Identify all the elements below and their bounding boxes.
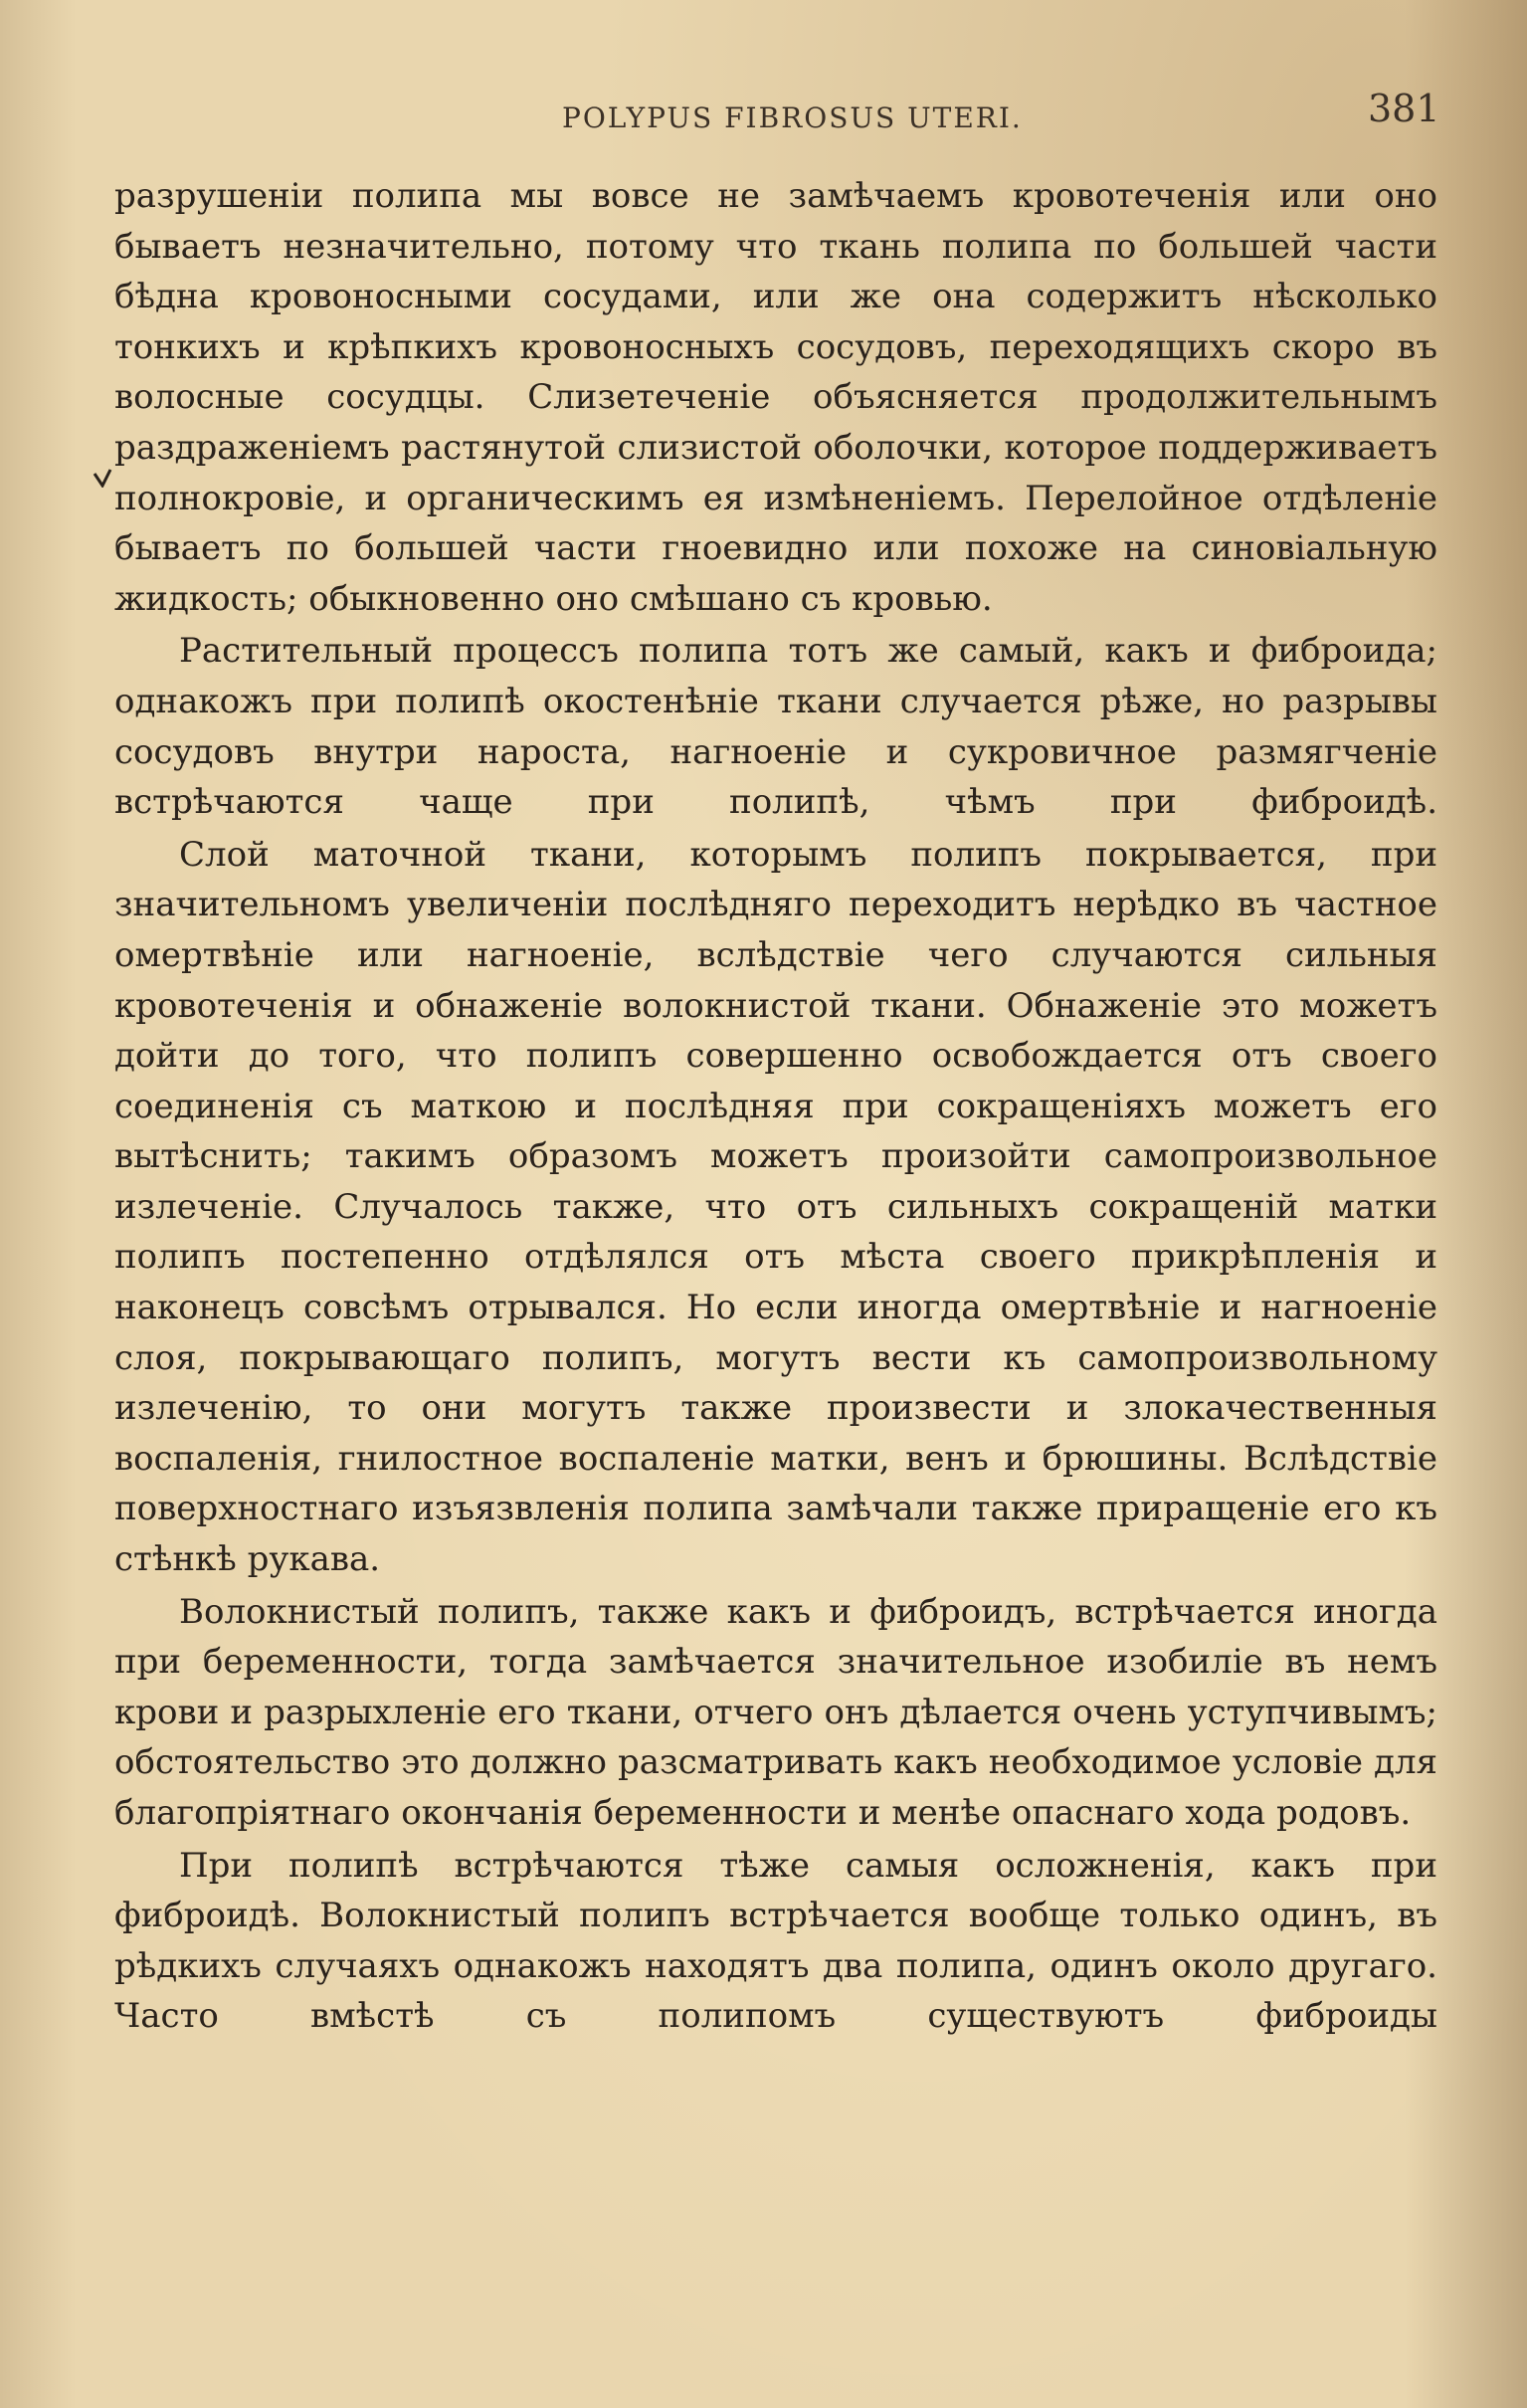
paragraph-3: Слой маточной ткани, которымъ полипъ покрывается, при значительномъ увеличеніи послѣдняго переходитъ нерѣдко въ частное омертвѣніе или нагноеніе, вслѣдствіе чего случаются сильныя кровотеченія и обнаженіе волокнистой ткани. Обнаженіе это можетъ дойти до того, что полипъ совершенно освобождается отъ своего соединенія съ маткою и послѣдняя при сокращеніяхъ можетъ его вытѣснить; такимъ образомъ можетъ произойти самопроизвольное излеченіе. Случалось также, что отъ сильныхъ сокращеній матки полипъ постепенно отдѣлялся отъ мѣста своего прикрѣпленія и наконецъ совсѣмъ отрывался. Но если иногда омертвѣніе и нагноеніе слоя, покрывающаго полипъ, могутъ вести къ самопроизвольному излеченію, то они могутъ также произвести и злокачественныя воспаленія, гнилостное воспаленіе матки, венъ и брюшины. Вслѣдствіе поверхностнаго изъязвленія полипа замѣчали также приращеніе его къ стѣнкѣ рукава. — [114, 834, 1437, 1580]
body-text — [114, 171, 1437, 2042]
paragraph-4: Волокнистый полипъ, также какъ и фиброидъ, встрѣчается иногда при беременности, тогда замѣчается значительное изобиліе въ немъ крови и разрыхленіе его ткани, отчего онъ дѣлается очень уступчивымъ; обстоятельство это должно разсматривать какъ необходимое условіе для благопріятнаго окончанія беременности и менѣе опаснаго хода родовъ. — [114, 1591, 1437, 1833]
page-header — [0, 82, 1527, 141]
paragraph-1: разрушеніи полипа мы вовсе не замѣчаемъ кровотеченія или оно бываетъ незначительно, потому что ткань полипа по большей части бѣдна кровоносными сосудами, или же она содержитъ нѣсколько тонкихъ и крѣпкихъ кровоносныхъ сосудовъ, переходящихъ скоро въ волосные сосудцы. Слизетеченіе объясняется продолжительнымъ раздраженіемъ растянутой слизистой оболочки, которое поддерживаетъ полнокровіе, и органическимъ ея измѣненіемъ. Перелойное отдѣленіе бываетъ по большей части гноевидно или похоже на синовіальную жидкость; обыкновенно оно смѣшано съ кровью. — [114, 176, 1437, 619]
paragraph-2: Растительный процессъ полипа тотъ же самый, какъ и фиброида; однакожъ при полипѣ окостенѣніе ткани случается рѣже, но разрывы сосудовъ внутри нароста, нагноеніе и сукровичное размягченіе встрѣчаются чаще при полипѣ, чѣмъ при фиброидѣ. — [114, 631, 1437, 823]
paragraph-5: При полипѣ встрѣчаются тѣже самыя осложненія, какъ при фиброидѣ. Волокнистый полипъ встрѣчается вообще только одинъ, въ рѣдкихъ случаяхъ однакожъ находятъ два полипа, одинъ около другаго. Часто вмѣстѣ съ полипомъ существуютъ фиброиды — [114, 1845, 1437, 2037]
running-title: POLYPUS FIBROSUS UTERI. — [562, 101, 1023, 134]
page-number: 381 — [1368, 87, 1440, 130]
margin-mark-icon — [93, 468, 112, 488]
